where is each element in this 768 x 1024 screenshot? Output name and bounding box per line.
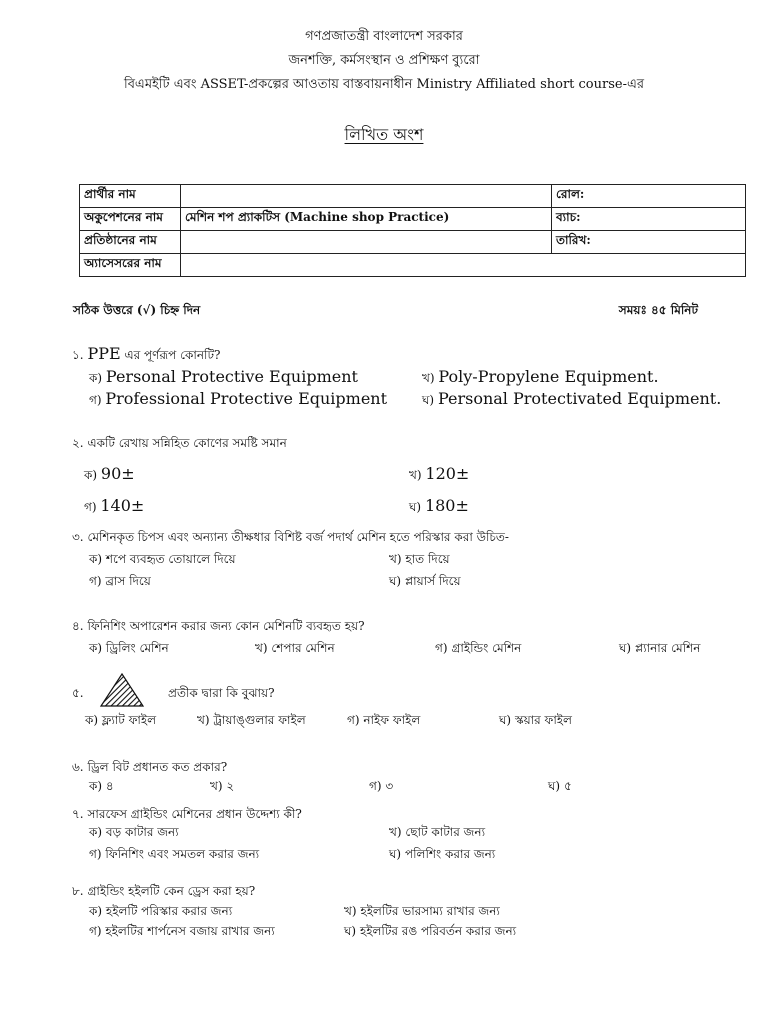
option-text: প্ল্যানার মেশিন xyxy=(634,641,701,655)
option-q8-a[interactable] xyxy=(89,903,232,923)
option-text: 120± xyxy=(425,464,470,483)
option-text: 140± xyxy=(100,496,145,515)
option-text: প্লায়ার্স দিয়ে xyxy=(404,574,461,588)
option-key: ক) xyxy=(89,641,103,655)
candidate-name-field[interactable] xyxy=(181,185,552,208)
question-text: মেশিনকৃত চিপস এবং অন্যান্য তীক্ষধার বিশিষ্ট বর্জ পদার্থ মেশিন হতে পরিস্কার করা উচিত- xyxy=(87,530,509,544)
option-key: গ) xyxy=(89,847,102,861)
option-key: ঘ) xyxy=(389,574,402,588)
option-text: হইলটির রঙ পরিবর্তন করার জন্য xyxy=(359,924,517,938)
option-text: ট্রায়াঙ্গুলার ফাইল xyxy=(213,713,306,727)
option-key: ক) xyxy=(89,552,103,566)
option-q3-b[interactable] xyxy=(389,551,450,571)
option-key: ঘ) xyxy=(344,924,357,938)
date-label: তারিখ: xyxy=(556,233,591,247)
option-key: ক) xyxy=(89,825,103,839)
option-key: খ) xyxy=(389,825,402,839)
institute-label: প্রতিষ্ঠানের নাম xyxy=(80,231,181,254)
time-limit: সময়ঃ ৪৫ মিনিট xyxy=(618,303,698,317)
question-text: ফিনিশিং অপারেশন করার জন্য কোন মেশিনটি ব্যবহৃত হয়? xyxy=(87,619,365,633)
option-q2-d[interactable] xyxy=(409,496,469,519)
option-q6-c[interactable] xyxy=(369,778,393,798)
option-q1-b[interactable] xyxy=(422,367,659,390)
option-key: ক) xyxy=(84,468,98,482)
section-title: লিখিত অংশ xyxy=(344,125,424,144)
option-key: ঘ) xyxy=(548,779,561,793)
option-q2-a[interactable] xyxy=(84,464,135,487)
option-text: ৪ xyxy=(105,779,114,793)
option-key: গ) xyxy=(369,779,382,793)
option-q5-c[interactable] xyxy=(347,712,420,732)
candidate-info-table xyxy=(79,184,746,277)
assessor-label: অ্যাসেসরের নাম xyxy=(80,254,181,277)
table-row xyxy=(80,231,746,254)
option-key: খ) xyxy=(197,713,210,727)
option-key: ক) xyxy=(89,904,103,918)
option-q7-d[interactable] xyxy=(389,846,495,866)
option-q7-b[interactable] xyxy=(389,824,485,844)
option-q8-c[interactable] xyxy=(89,923,275,943)
option-text: হাত দিয়ে xyxy=(405,552,450,566)
triangular-file-symbol-icon xyxy=(99,672,145,708)
roll-field[interactable] xyxy=(552,185,746,208)
question-acronym: PPE xyxy=(87,344,121,363)
option-key: ক) xyxy=(85,713,99,727)
option-text: শেপার মেশিন xyxy=(271,641,335,655)
question-3 xyxy=(72,529,509,549)
option-q4-b[interactable] xyxy=(255,640,335,660)
option-key: গ) xyxy=(89,574,102,588)
option-text: 180± xyxy=(424,496,469,515)
option-q3-d[interactable] xyxy=(389,573,461,593)
question-2 xyxy=(72,435,287,455)
option-key: খ) xyxy=(255,641,268,655)
option-q4-c[interactable] xyxy=(435,640,521,660)
question-6 xyxy=(72,759,227,779)
option-key: ঘ) xyxy=(422,393,435,407)
option-key: ঘ) xyxy=(389,847,402,861)
option-text: Professional Protective Equipment xyxy=(105,389,388,408)
option-text: ব্রাস দিয়ে xyxy=(105,574,151,588)
option-key: ঘ) xyxy=(619,641,632,655)
question-number: ৩. xyxy=(72,530,84,544)
instruction-tick-answer: সঠিক উত্তরে (√) চিহ্ন দিন xyxy=(73,303,201,317)
assessor-field[interactable] xyxy=(181,254,746,277)
option-text: ২ xyxy=(226,779,235,793)
option-key: গ) xyxy=(347,713,360,727)
option-text: ফ্ল্যাট ফাইল xyxy=(101,713,157,727)
question-text: সারফেস গ্রাইন্ডিং মেশিনের প্রধান উদ্দেশ্য কী? xyxy=(87,807,302,821)
table-row xyxy=(80,254,746,277)
batch-field[interactable] xyxy=(552,208,746,231)
option-key: ক) xyxy=(89,779,103,793)
question-5-text: প্রতীক দ্বারা কি বুঝায়? xyxy=(168,686,275,700)
option-text: Poly-Propylene Equipment. xyxy=(438,367,659,386)
section-title-wrapper xyxy=(0,122,768,149)
option-key: খ) xyxy=(344,904,357,918)
option-q3-a[interactable] xyxy=(89,551,236,571)
batch-label: ব্যাচ: xyxy=(556,210,581,224)
question-text: ড্রিল বিট প্রধানত কত প্রকার? xyxy=(87,760,228,774)
option-key: খ) xyxy=(409,468,422,482)
question-number: ৭. xyxy=(72,807,84,821)
option-key: খ) xyxy=(389,552,402,566)
question-number: ৮. xyxy=(72,884,84,898)
option-q8-d[interactable] xyxy=(344,923,516,943)
option-q7-a[interactable] xyxy=(89,824,179,844)
option-key: গ) xyxy=(89,924,102,938)
option-key: গ) xyxy=(84,500,97,514)
option-key: খ) xyxy=(210,779,223,793)
option-text: ৫ xyxy=(563,779,572,793)
question-number: ৪. xyxy=(72,619,84,633)
question-text: গ্রাইন্ডিং হইলটি কেন ড্রেস করা হয়? xyxy=(87,884,256,898)
option-text: হইলটির শার্পনেস বজায় রাখার জন্য xyxy=(105,924,275,938)
question-1 xyxy=(72,344,220,367)
option-text: ছোট কাটার জন্য xyxy=(405,825,486,839)
option-q4-a[interactable] xyxy=(89,640,169,660)
option-q5-d[interactable] xyxy=(499,712,572,732)
option-text: ড্রিলিং মেশিন xyxy=(105,641,169,655)
option-text: স্কয়ার ফাইল xyxy=(514,713,572,727)
option-text: ৩ xyxy=(385,779,394,793)
header-line-government: গণপ্রজাতন্ত্রী বাংলাদেশ সরকার xyxy=(305,29,463,44)
option-text: নাইফ ফাইল xyxy=(363,713,421,727)
question-number: ৬. xyxy=(72,760,84,774)
option-text: 90± xyxy=(100,464,135,483)
option-text: Personal Protectivated Equipment. xyxy=(437,389,722,408)
question-number: ২. xyxy=(72,436,84,450)
occupation-value: মেশিন শপ প্র্যাকটিস (Machine shop Practice) xyxy=(181,208,552,231)
occupation-label: অকুপেশনের নাম xyxy=(80,208,181,231)
option-q6-b[interactable] xyxy=(210,778,234,798)
option-q2-c[interactable] xyxy=(84,496,144,519)
option-text: ফিনিশিং এবং সমতল করার জন্য xyxy=(105,847,260,861)
option-q4-d[interactable] xyxy=(619,640,700,660)
header-line-course: বিএমইটি এবং ASSET-প্রকল্পের আওতায় বাস্তবায়নাধীন Ministry Affiliated short course-এর xyxy=(123,77,645,92)
option-q1-a[interactable] xyxy=(89,367,358,390)
option-q6-d[interactable] xyxy=(548,778,572,798)
option-q1-c[interactable] xyxy=(89,389,387,412)
roll-label: রোল: xyxy=(556,187,585,201)
question-7 xyxy=(72,806,302,826)
option-q5-b[interactable] xyxy=(197,712,306,732)
institute-field[interactable] xyxy=(181,231,552,254)
option-q8-b[interactable] xyxy=(344,903,500,923)
table-row xyxy=(80,208,746,231)
question-8 xyxy=(72,883,255,903)
option-q6-a[interactable] xyxy=(89,778,114,798)
option-q3-c[interactable] xyxy=(89,573,151,593)
option-q2-b[interactable] xyxy=(409,464,469,487)
option-q7-c[interactable] xyxy=(89,846,259,866)
option-text: গ্রাইন্ডিং মেশিন xyxy=(451,641,522,655)
option-key: ঘ) xyxy=(409,500,422,514)
option-key: গ) xyxy=(435,641,448,655)
option-text: হইলটির ভারসাম্য রাখার জন্য xyxy=(360,904,500,918)
header-line-bureau: জনশক্তি, কর্মসংস্থান ও প্রশিক্ষণ ব্যুরো xyxy=(288,53,480,68)
option-text: শপে ব্যবহৃত তোয়ালে দিয়ে xyxy=(105,552,236,566)
option-q1-d[interactable] xyxy=(422,389,721,412)
candidate-name-label: প্রার্থীর নাম xyxy=(80,185,181,208)
question-number: ১. xyxy=(72,348,84,362)
option-key: ক) xyxy=(89,371,103,385)
option-text: Personal Protective Equipment xyxy=(105,367,358,386)
question-4 xyxy=(72,618,365,638)
option-key: গ) xyxy=(89,393,102,407)
date-field[interactable] xyxy=(552,231,746,254)
option-q5-a[interactable] xyxy=(85,712,156,732)
question-5-number: ৫. xyxy=(72,686,84,700)
option-key: ঘ) xyxy=(499,713,512,727)
option-key: খ) xyxy=(422,371,435,385)
question-text: একটি রেখায় সন্নিহিত কোণের সমষ্টি সমান xyxy=(87,436,287,450)
option-text: হইলটি পরিস্কার করার জন্য xyxy=(105,904,233,918)
option-text: বড় কাটার জন্য xyxy=(105,825,179,839)
option-text: পলিশিং করার জন্য xyxy=(404,847,496,861)
table-row xyxy=(80,185,746,208)
question-text: এর পূর্ণরূপ কোনটি? xyxy=(124,348,221,362)
